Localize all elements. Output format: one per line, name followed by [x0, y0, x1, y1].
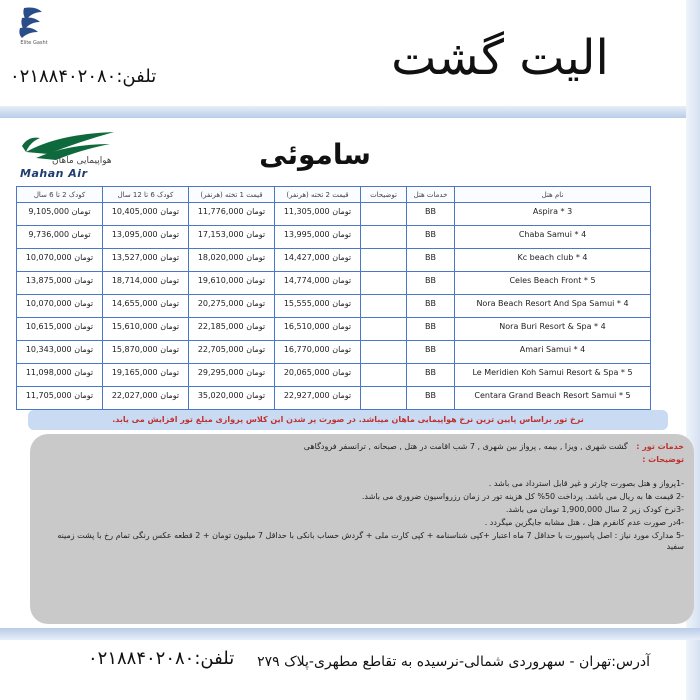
hotel-name: Nora Beach Resort And Spa Samui * 4	[455, 295, 651, 318]
table-row	[17, 387, 651, 410]
footer-address: آدرس:تهران - سهروردی شمالی-نرسیده به تقاطع مطهری-پلاک ۲۷۹	[257, 654, 650, 670]
price-single: 17,153,000 تومان	[189, 226, 275, 249]
price-single: 22,185,000 تومان	[189, 318, 275, 341]
brand-title: الیت گشت	[391, 30, 609, 86]
price-child-2-6: 11,705,000 تومان	[17, 387, 103, 410]
hotel-name: Aspira * 3	[455, 203, 651, 226]
tour-info-box	[30, 434, 694, 624]
table-row	[17, 226, 651, 249]
table-row	[17, 295, 651, 318]
price-double: 13,995,000 تومان	[275, 226, 361, 249]
price-double: 14,427,000 تومان	[275, 249, 361, 272]
hotel-name: Nora Buri Resort & Spa * 4	[455, 318, 651, 341]
col-header-hotel-service: خدمات هتل	[407, 187, 455, 203]
col-header-description: توضیحات	[361, 187, 407, 203]
note-item: -4در صورت عدم کانفرم هتل ، هتل مشابه جایگزین میگردد .	[484, 518, 684, 527]
table-row	[17, 341, 651, 364]
price-child-2-6: 10,070,000 تومان	[17, 249, 103, 272]
hotel-service: BB	[407, 387, 455, 410]
hotel-name: Le Meridien Koh Samui Resort & Spa * 5	[455, 364, 651, 387]
price-child-6-12: 22,027,000 تومان	[103, 387, 189, 410]
col-header-hotel-name: نام هتل	[455, 187, 651, 203]
note-item: -1پرواز و هتل بصورت چارتر و غیر قابل استرداد می باشد .	[488, 479, 684, 488]
row-description	[361, 226, 407, 249]
price-child-6-12: 10,405,000 تومان	[103, 203, 189, 226]
price-child-6-12: 13,527,000 تومان	[103, 249, 189, 272]
row-description	[361, 341, 407, 364]
table-header-row	[17, 187, 651, 203]
price-double: 14,774,000 تومان	[275, 272, 361, 295]
hotel-name: Amari Samui * 4	[455, 341, 651, 364]
note-item: -3نرخ کودک زیر 2 سال 1,900,000 تومان می باشد.	[505, 505, 684, 514]
hotel-name: Chaba Samui * 4	[455, 226, 651, 249]
note-item: -2 قیمت ها به ریال می باشد. پرداخت 50% کل هزینه تور در زمان رزرواسیون ضروری می باشد.	[361, 492, 684, 501]
price-child-2-6: 11,098,000 تومان	[17, 364, 103, 387]
price-child-2-6: 9,105,000 تومان	[17, 203, 103, 226]
price-single: 18,020,000 تومان	[189, 249, 275, 272]
agency-logo-caption: Elite Gasht	[20, 40, 48, 46]
price-child-6-12: 13,095,000 تومان	[103, 226, 189, 249]
price-child-6-12: 14,655,000 تومان	[103, 295, 189, 318]
price-double: 22,927,000 تومان	[275, 387, 361, 410]
note-item: -5 مدارک مورد نیاز : اصل پاسپورت با حداقل 7 ماه اعتبار +کپی شناسنامه + کپی کارت ملی + گردش حساب بانکی با حداقل 7 میلیون تومان + 2 قطعه عکس رنگی تمام رخ با پشت زمینه سفید	[57, 531, 684, 551]
row-description	[361, 203, 407, 226]
hotel-service: BB	[407, 364, 455, 387]
hotel-service: BB	[407, 226, 455, 249]
price-single: 22,705,000 تومان	[189, 341, 275, 364]
col-header-child-6-12: کودک 6 تا 12 سال	[103, 187, 189, 203]
price-single: 11,776,000 تومان	[189, 203, 275, 226]
row-description	[361, 272, 407, 295]
price-child-6-12: 19,165,000 تومان	[103, 364, 189, 387]
price-child-6-12: 15,870,000 تومان	[103, 341, 189, 364]
hotel-service: BB	[407, 318, 455, 341]
header-divider	[0, 106, 700, 118]
price-double: 16,510,000 تومان	[275, 318, 361, 341]
col-header-child-2-6: کودک 2 تا 6 سال	[17, 187, 103, 203]
price-single: 29,295,000 تومان	[189, 364, 275, 387]
services-text: گشت شهری , ویزا , بیمه , پرواز بین شهری , 7 شب اقامت در هتل , صبحانه , ترانسفر فرودگاهی	[303, 442, 628, 451]
price-child-2-6: 10,615,000 تومان	[17, 318, 103, 341]
notes-heading: توضیحات :	[642, 455, 684, 464]
price-note-banner: نرخ تور براساس پایین ترین نرخ هواپیمایی ماهان میباشد. در صورت پر شدن این کلاس پروازی مبلغ تور افزایش می یابد.	[28, 410, 668, 430]
destination-title: ساموئی	[259, 138, 371, 171]
row-description	[361, 387, 407, 410]
hotel-service: BB	[407, 203, 455, 226]
price-table	[16, 186, 651, 410]
price-single: 35,020,000 تومان	[189, 387, 275, 410]
row-description	[361, 364, 407, 387]
table-row	[17, 364, 651, 387]
col-header-double: قیمت 2 تخته (هرنفر)	[275, 187, 361, 203]
hotel-name: Kc beach club * 4	[455, 249, 651, 272]
price-child-2-6: 13,875,000 تومان	[17, 272, 103, 295]
price-child-2-6: 10,070,000 تومان	[17, 295, 103, 318]
price-single: 20,275,000 تومان	[189, 295, 275, 318]
price-child-6-12: 15,610,000 تومان	[103, 318, 189, 341]
services-label: خدمات تور :	[636, 442, 684, 451]
row-description	[361, 318, 407, 341]
price-double: 16,770,000 تومان	[275, 341, 361, 364]
price-child-6-12: 18,714,000 تومان	[103, 272, 189, 295]
airline-caption-fa: هواپیمایی ماهان	[52, 156, 112, 166]
price-single: 19,610,000 تومان	[189, 272, 275, 295]
footer-phone: تلفن:۰۲۱۸۸۴۰۲۰۸۰	[88, 648, 235, 669]
services-line	[44, 442, 684, 451]
table-row	[17, 203, 651, 226]
hotel-service: BB	[407, 272, 455, 295]
airline-caption-en: Mahan Air	[20, 167, 88, 180]
header-phone: تلفن:۰۲۱۸۸۴۰۲۰۸۰	[10, 66, 157, 87]
price-child-2-6: 10,343,000 تومان	[17, 341, 103, 364]
price-double: 11,305,000 تومان	[275, 203, 361, 226]
table-row	[17, 249, 651, 272]
hotel-name: Celes Beach Front * 5	[455, 272, 651, 295]
hotel-name: Centara Grand Beach Resort Samui * 5	[455, 387, 651, 410]
footer-divider	[0, 628, 700, 640]
hotel-service: BB	[407, 249, 455, 272]
row-description	[361, 249, 407, 272]
col-header-single: قیمت 1 تخته (هرنفر)	[189, 187, 275, 203]
hotel-service: BB	[407, 295, 455, 318]
row-description	[361, 295, 407, 318]
hotel-service: BB	[407, 341, 455, 364]
table-row	[17, 272, 651, 295]
price-double: 15,555,000 تومان	[275, 295, 361, 318]
price-double: 20,065,000 تومان	[275, 364, 361, 387]
table-row	[17, 318, 651, 341]
price-child-2-6: 9,736,000 تومان	[17, 226, 103, 249]
